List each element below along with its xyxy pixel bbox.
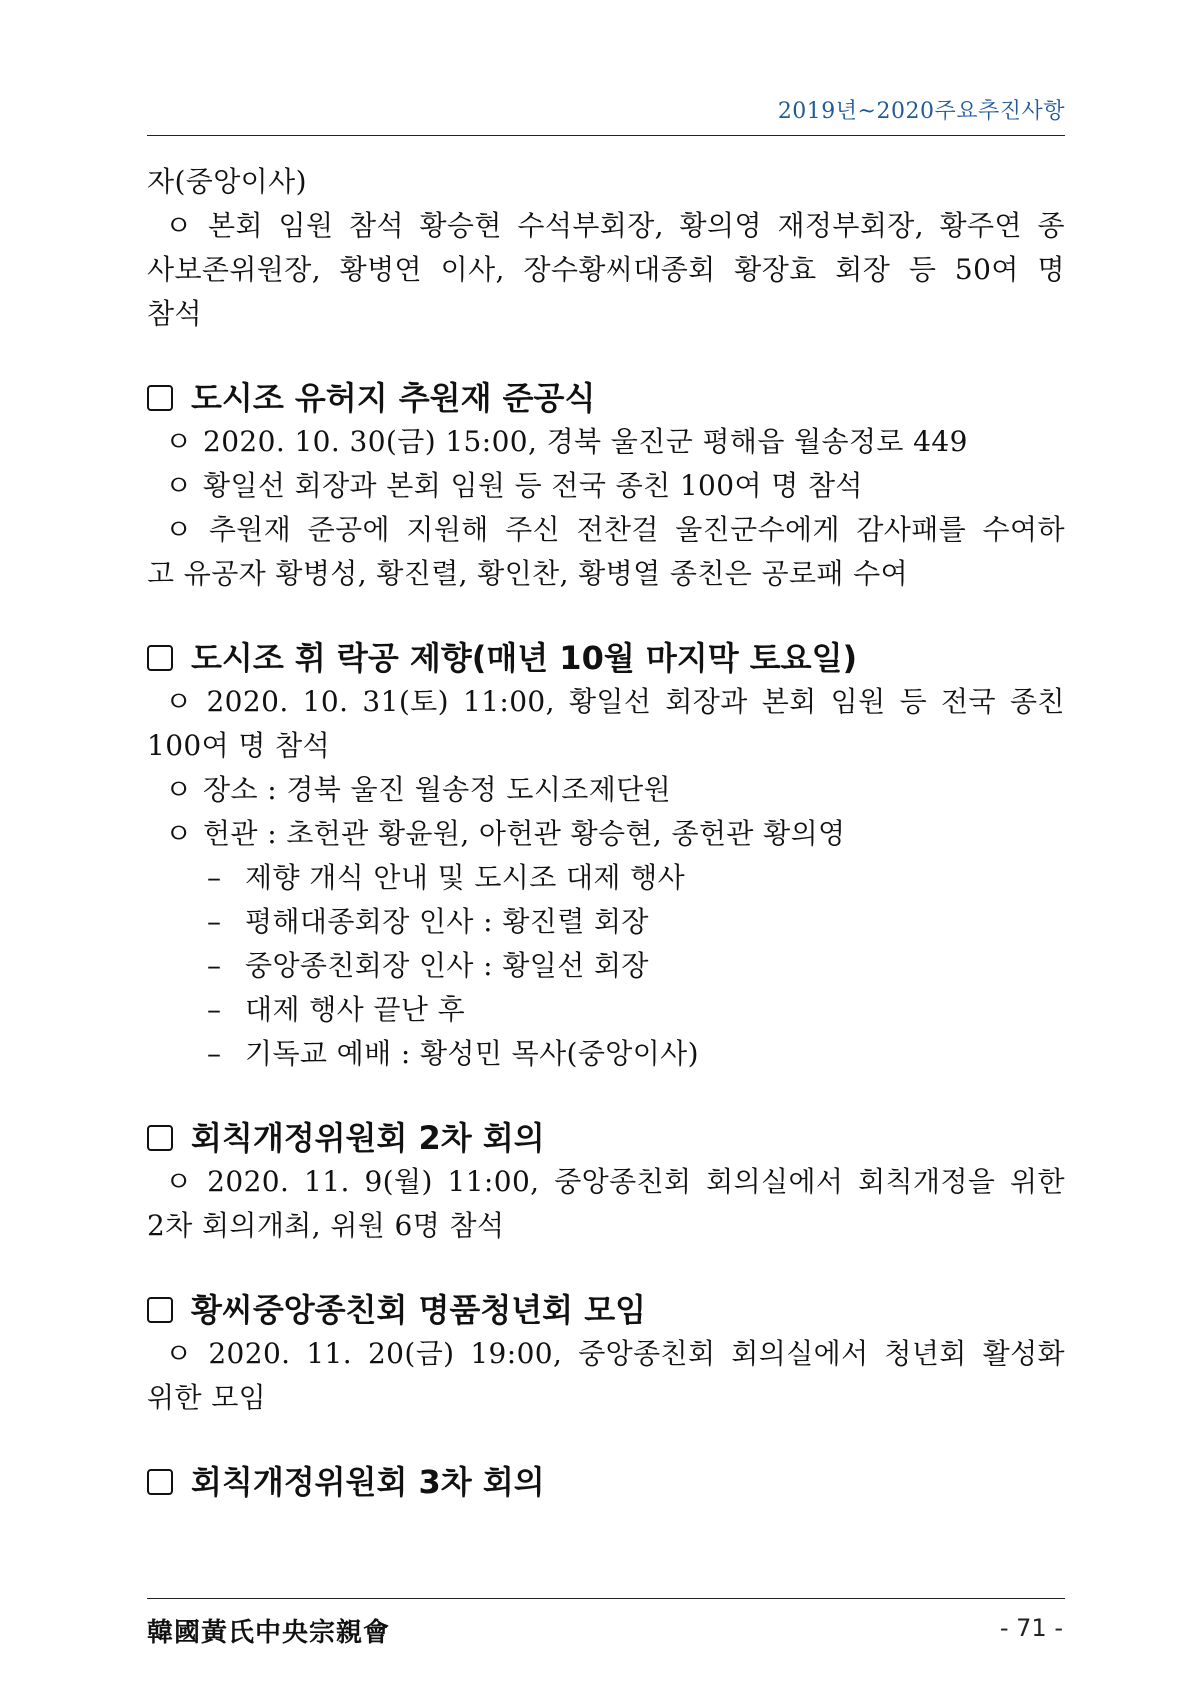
paragraph-line: 자(중앙이사): [147, 165, 307, 198]
word: 20(금): [367, 1337, 455, 1370]
dash-icon: –: [207, 993, 222, 1026]
word: 명: [1037, 253, 1065, 286]
word: 50여: [954, 253, 1019, 286]
dash-text: 제향 개식 안내 및 도시조 대제 행사: [245, 861, 686, 894]
page-content: [147, 160, 1065, 1504]
word: 11.: [306, 1337, 353, 1370]
word: 주신: [505, 513, 561, 546]
dash-item: [147, 1032, 1065, 1076]
word: 황승현: [419, 209, 502, 242]
paragraph-line: 100여 명 참석: [147, 729, 331, 762]
word: 사보존위원장,: [147, 253, 321, 286]
dash-icon: –: [207, 949, 222, 982]
word: ㅇ: [165, 209, 193, 242]
bullet-item: [147, 812, 1065, 856]
word: ㅇ: [165, 685, 193, 718]
word: 감사패를: [856, 513, 967, 546]
checkbox-square-icon: [147, 1125, 173, 1151]
bullet-icon: ㅇ: [165, 469, 193, 502]
word: 회의실에서: [706, 1165, 844, 1198]
word: 회장: [835, 253, 891, 286]
word: 준공에: [307, 513, 390, 546]
word: 황의영: [679, 209, 762, 242]
section-heading: [147, 376, 1065, 420]
word: 위한: [1010, 1165, 1065, 1198]
word: 11:00,: [447, 1165, 540, 1198]
dash-item: [147, 900, 1065, 944]
paragraph-line: 참석: [147, 297, 202, 330]
dash-item: [147, 944, 1065, 988]
word: 임원: [830, 685, 886, 718]
word: 황주연: [939, 209, 1022, 242]
bullet-item: [147, 768, 1065, 812]
word: ㅇ: [165, 1165, 193, 1198]
word: 2020.: [206, 685, 289, 718]
word: 재정부회장,: [777, 209, 925, 242]
word: ㅇ: [165, 1337, 193, 1370]
word: 19:00,: [470, 1337, 563, 1370]
header-divider: [147, 135, 1065, 136]
paragraph-line: 2차 회의개최, 위원 6명 참석: [147, 1209, 505, 1242]
word: 활성화: [982, 1337, 1065, 1370]
section-title: 황씨중앙종친회 명품청년회 모임: [191, 1291, 647, 1329]
word: 추원재: [208, 513, 292, 546]
bullet-item: [147, 464, 1065, 508]
checkbox-square-icon: [147, 1469, 173, 1495]
word: 본회: [208, 209, 263, 242]
dash-icon: –: [207, 1037, 222, 1070]
word: 수여하: [982, 513, 1065, 546]
word: 종: [1037, 209, 1065, 242]
dash-item: [147, 988, 1065, 1032]
word: 지원해: [406, 513, 489, 546]
paragraph-line-justified: [147, 508, 1065, 552]
dash-icon: –: [207, 861, 222, 894]
section-heading: [147, 1116, 1065, 1160]
dash-text: 기독교 예배 : 황성민 목사(중앙이사): [245, 1037, 699, 1070]
section-title: 도시조 휘 락공 제향(매년 10월 마지막 토요일): [191, 639, 858, 677]
bullet-icon: ㅇ: [165, 773, 193, 806]
paragraph-line-justified: [147, 680, 1065, 724]
dash-text: 중앙종친회장 인사 : 황일선 회장: [245, 949, 649, 982]
word: 중앙종친회: [554, 1165, 692, 1198]
word: 울진군수에게: [675, 513, 840, 546]
section-heading: [147, 1288, 1065, 1332]
running-header: 2019년~2020주요추진사항: [777, 99, 1065, 124]
bullet-icon: ㅇ: [165, 817, 193, 850]
word: 9(월): [364, 1165, 433, 1198]
paragraph-line-justified: [147, 1332, 1065, 1376]
dash-item: [147, 856, 1065, 900]
word: 황일선: [568, 685, 652, 718]
paragraph-line: 고 유공자 황병성, 황진렬, 황인찬, 황병열 종친은 공로패 수여: [147, 557, 909, 590]
bullet-text: 장소 : 경북 울진 월송정 도시조제단원: [203, 773, 672, 806]
word: 10.: [302, 685, 349, 718]
section-heading: [147, 636, 1065, 680]
word: 회의실에서: [731, 1337, 869, 1370]
word: 등: [899, 685, 928, 718]
word: 2020.: [208, 1337, 291, 1370]
checkbox-square-icon: [147, 1297, 173, 1323]
page-number: - 71 -: [999, 1614, 1063, 1642]
bullet-text: 황일선 회장과 본회 임원 등 전국 종친 100여 명 참석: [203, 469, 863, 502]
word: 이사,: [440, 253, 505, 286]
dash-text: 대제 행사 끝난 후: [245, 993, 466, 1026]
bullet-item: [147, 420, 1065, 464]
word: 11.: [304, 1165, 350, 1198]
word: 종친: [1009, 685, 1065, 718]
checkbox-square-icon: [147, 645, 173, 671]
bullet-icon: ㅇ: [165, 425, 193, 458]
section-title: 도시조 유허지 추원재 준공식: [191, 379, 596, 417]
section-title: 회칙개정위원회 2차 회의: [191, 1119, 545, 1157]
paragraph-line-justified: [147, 1160, 1065, 1204]
word: 전국: [941, 685, 996, 718]
word: 황병연: [339, 253, 422, 286]
footer-logo: 韓國黃氏中央宗親會: [147, 1618, 391, 1648]
bullet-text: 2020. 10. 30(금) 15:00, 경북 울진군 평해읍 월송정로 449: [203, 425, 968, 458]
word: 등: [908, 253, 937, 286]
word: 청년회: [884, 1337, 967, 1370]
word: ㅇ: [165, 513, 193, 546]
word: 전찬걸: [576, 513, 659, 546]
section-heading: [147, 1460, 1065, 1504]
word: 31(토): [362, 685, 449, 718]
footer-divider: [147, 1598, 1065, 1599]
word: 임원: [278, 209, 334, 242]
word: 장수황씨대종회: [523, 253, 716, 286]
checkbox-square-icon: [147, 385, 173, 411]
paragraph-line-justified: [147, 248, 1065, 292]
word: 황장효: [734, 253, 817, 286]
word: 중앙종친회: [578, 1337, 716, 1370]
word: 2020.: [207, 1165, 290, 1198]
word: 본회: [761, 685, 817, 718]
dash-text: 평해대종회장 인사 : 황진렬 회장: [245, 905, 649, 938]
paragraph-line: 위한 모임: [147, 1381, 267, 1414]
dash-icon: –: [207, 905, 222, 938]
word: 수석부회장,: [517, 209, 664, 242]
bullet-text: 헌관 : 초헌관 황윤원, 아헌관 황승현, 종헌관 황의영: [203, 817, 846, 850]
word: 회장과: [665, 685, 748, 718]
paragraph-line-justified: [147, 204, 1065, 248]
word: 회칙개정을: [858, 1165, 996, 1198]
word: 11:00,: [462, 685, 555, 718]
word: 참석: [349, 209, 404, 242]
section-title: 회칙개정위원회 3차 회의: [191, 1463, 545, 1501]
